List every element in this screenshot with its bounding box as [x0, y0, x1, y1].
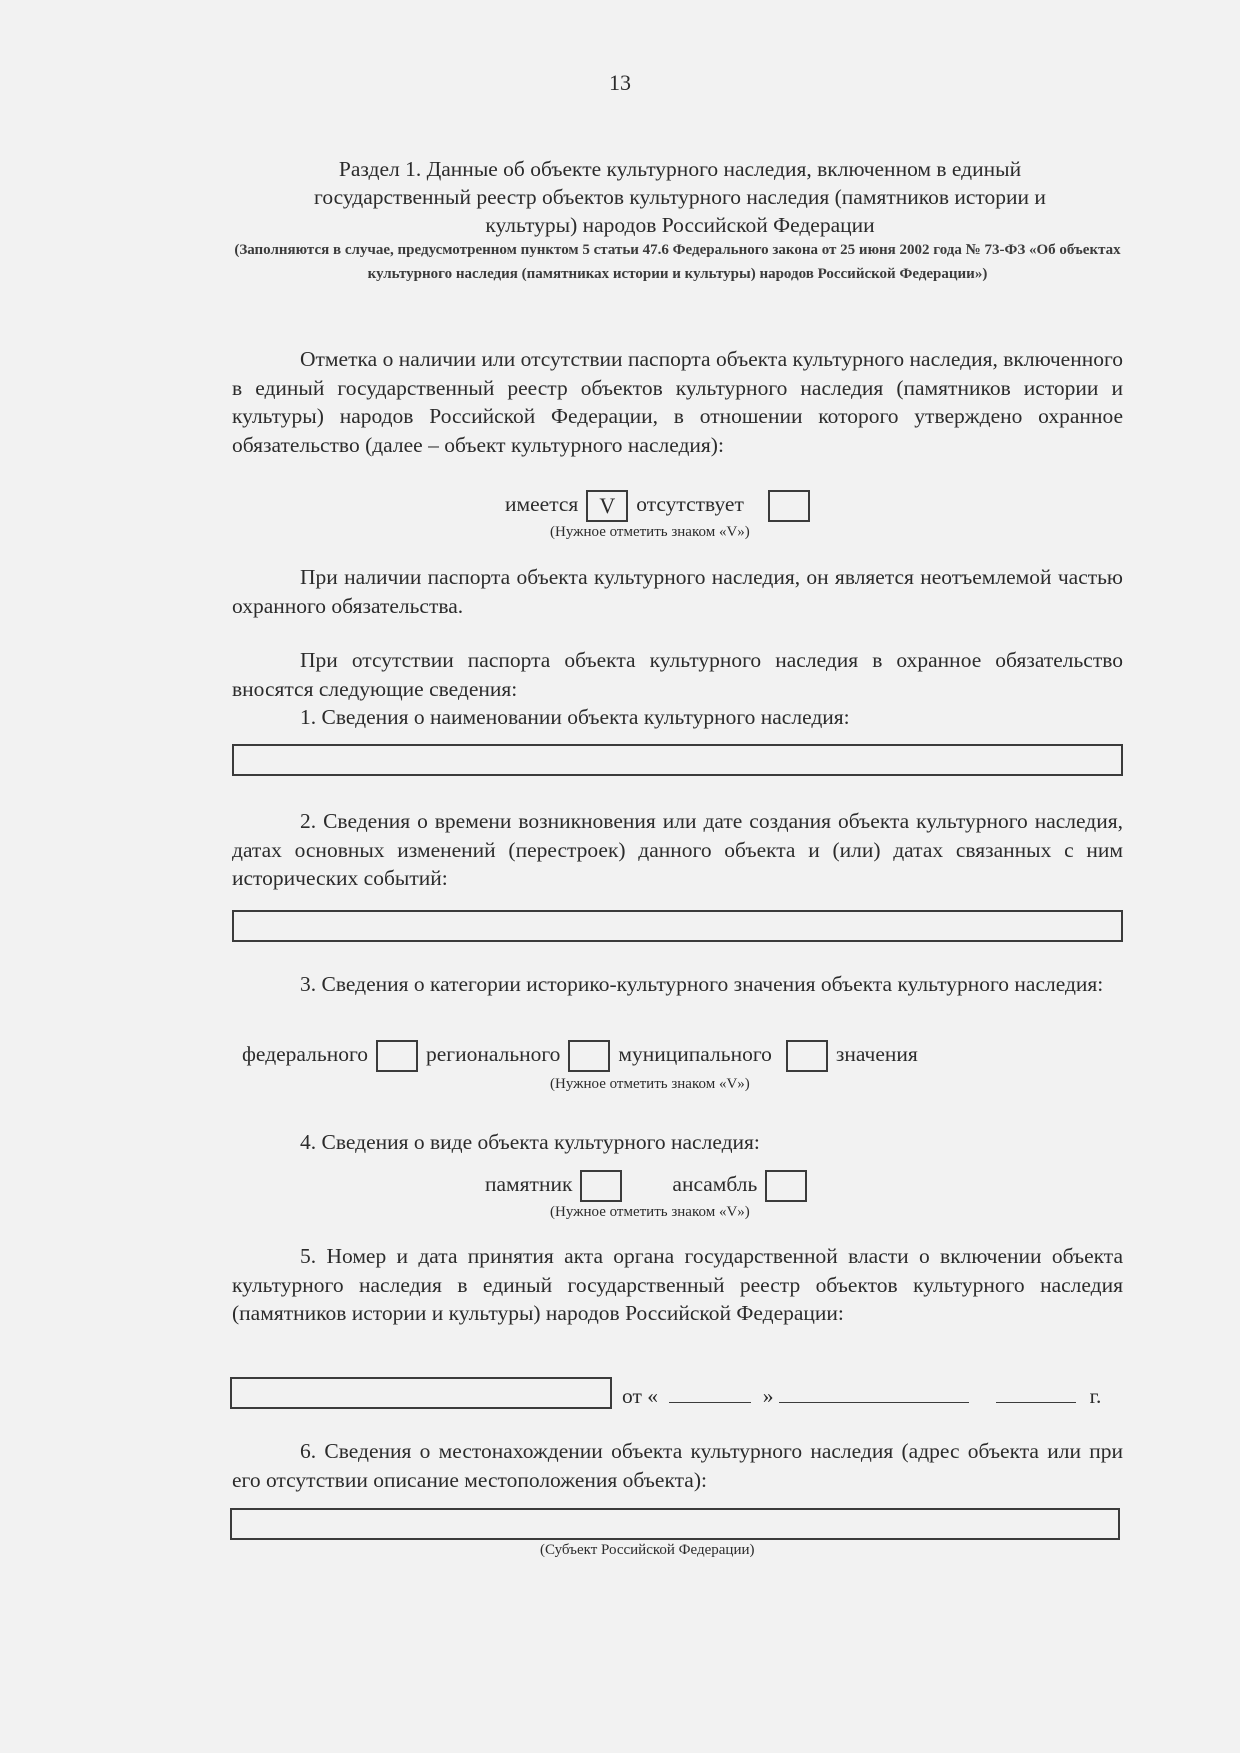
item3-label: 3. Сведения о категории историко-культурного значения объекта культурного наследия:: [300, 972, 1104, 996]
absent-passport-label: отсутствует: [636, 491, 744, 516]
regional-checkbox[interactable]: [568, 1040, 610, 1072]
municipal-checkbox[interactable]: [786, 1040, 828, 1072]
monument-checkbox[interactable]: [580, 1170, 622, 1202]
municipal-label: муниципального: [618, 1041, 772, 1066]
federal-checkbox[interactable]: [376, 1040, 418, 1072]
para-present: При наличии паспорта объекта культурного наследия, он является неотъемлемой частью охранного обязательства.: [232, 565, 1123, 618]
has-passport-checkbox[interactable]: V: [586, 490, 628, 522]
section-title: Раздел 1. Данные об объекте культурного наследия, включенном в единый государственный реестр объектов культурного наследия (памятников истории и культуры) народов Российской Федерации: [314, 157, 1046, 237]
item1-name-field[interactable]: [232, 744, 1123, 776]
date-day-field[interactable]: [669, 1380, 751, 1403]
ensemble-checkbox[interactable]: [765, 1170, 807, 1202]
type-checkbox-row: [485, 1170, 815, 1202]
has-passport-label: имеется: [505, 491, 579, 516]
item6-label: 6. Сведения о местонахождении объекта культурного наследия (адрес объекта или при его отсутствии описание местоположения объекта):: [232, 1439, 1123, 1492]
item3-note: (Нужное отметить знаком «V»): [550, 1076, 750, 1092]
ensemble-label: ансамбль: [672, 1171, 758, 1196]
category-checkbox-row: [242, 1040, 918, 1072]
passport-text: Отметка о наличии или отсутствии паспорта объекта культурного наследия, включенного в единый государственный реестр объектов культурного наследия (памятников истории и культуры) народов Российской Федерации, в отношении которого утверждено охранное обязательство (далее – объект культурного наследия):: [232, 347, 1123, 457]
date-year-field[interactable]: [996, 1380, 1076, 1403]
date-close-quote: »: [762, 1384, 774, 1408]
item2-label: 2. Сведения о времени возникновения или дате создания объекта культурного наследия, датах основных изменений (перестроек) данного объекта и (или) датах связанных с ним исторических событий:: [232, 809, 1123, 890]
item4-note: (Нужное отметить знаком «V»): [550, 1204, 750, 1220]
passport-checkbox-row: [505, 490, 818, 522]
year-suffix: г.: [1089, 1384, 1102, 1408]
act-date-row: [622, 1380, 1101, 1409]
location-note: (Субъект Российской Федерации): [540, 1542, 755, 1558]
regional-label: регионального: [425, 1041, 561, 1066]
federal-label: федерального: [242, 1041, 368, 1066]
item2-dates-field[interactable]: [232, 910, 1123, 942]
section-subtitle: (Заполняются в случае, предусмотренном пунктом 5 статьи 47.6 Федерального закона от 25 июня 2002 года № 73-ФЗ «Об объектах культурного наследия (памятниках истории и культуры) народов Российской Федерации»): [234, 242, 1121, 282]
item4-label: 4. Сведения о виде объекта культурного наследия:: [300, 1130, 760, 1154]
date-from-label: от «: [622, 1384, 658, 1408]
passport-note: (Нужное отметить знаком «V»): [550, 524, 750, 540]
item1-label: 1. Сведения о наименовании объекта культурного наследия:: [300, 705, 850, 729]
para-absent: При отсутствии паспорта объекта культурного наследия в охранное обязательство вносятся следующие сведения:: [232, 648, 1123, 701]
location-field[interactable]: [230, 1508, 1120, 1540]
monument-label: памятник: [485, 1171, 573, 1196]
page-number: 13: [609, 70, 631, 95]
absent-passport-checkbox[interactable]: [768, 490, 810, 522]
act-number-field[interactable]: [230, 1377, 612, 1409]
item5-label: 5. Номер и дата принятия акта органа государственной власти о включении объекта культурного наследия в единый государственный реестр объектов культурного наследия (памятников истории и культуры) народов Российской Федерации:: [232, 1244, 1123, 1325]
date-month-field[interactable]: [779, 1380, 969, 1403]
significance-label: значения: [835, 1041, 918, 1066]
